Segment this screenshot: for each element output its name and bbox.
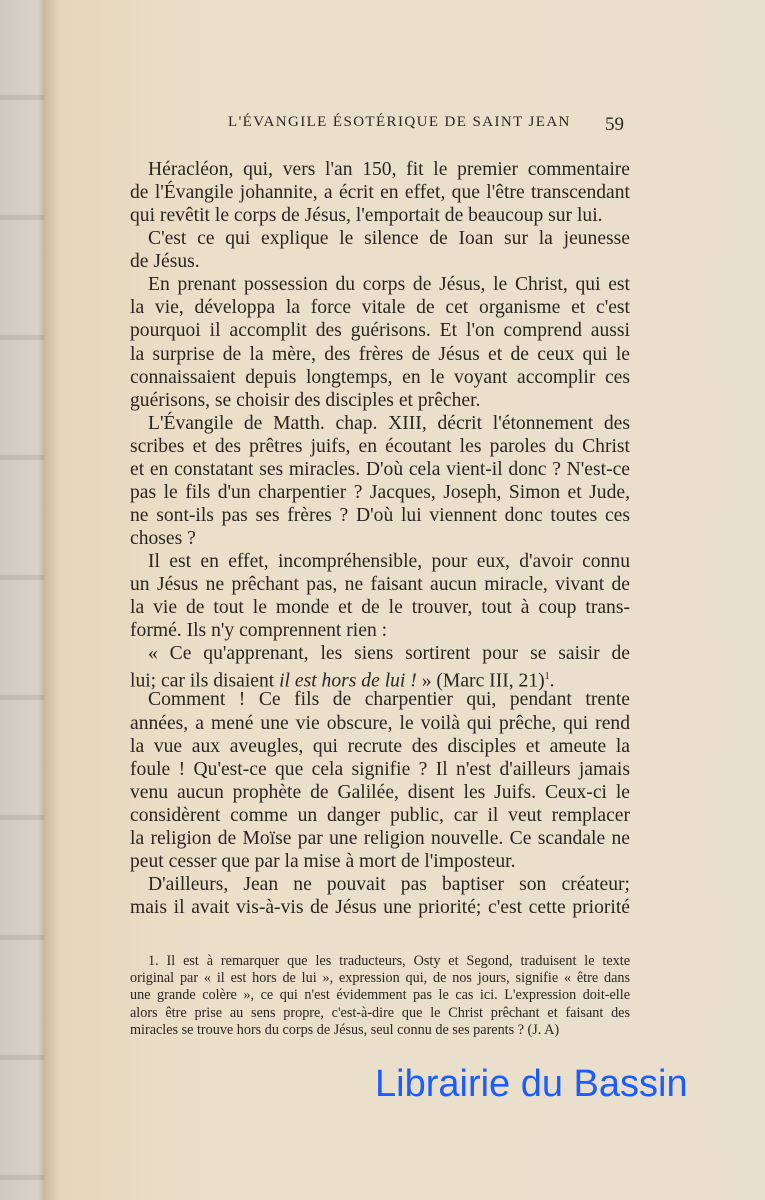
text-line: [130, 158, 630, 181]
text-line: [130, 412, 630, 435]
text-line: [130, 504, 630, 527]
text-segment: qui revêtit le corps de Jésus, l'emportait de beaucoup sur lui.: [130, 205, 603, 227]
text-segment: D'ailleurs, Jean ne pouvait pas baptiser son créateur;: [148, 873, 630, 895]
body-text: [130, 158, 630, 919]
text-line: [130, 896, 630, 919]
text-segment: pas le fils d'un charpentier ? Jacques, Joseph, Simon et Jude,: [130, 481, 630, 503]
text-segment: de l'Évangile johannite, a écrit en effet, que l'être transcendant: [130, 182, 630, 204]
text-segment: lui; car ils disaient: [130, 670, 280, 692]
text-line: [130, 296, 630, 319]
text-segment: la vue aux aveugles, qui recrute des disciples et ameute la: [130, 735, 630, 757]
page-number: 59: [605, 114, 624, 135]
text-line: [130, 1022, 630, 1039]
footnote: [130, 953, 630, 1039]
text-segment: » (Marc III, 21): [416, 670, 545, 692]
text-line: [130, 319, 630, 342]
text-line: [130, 1005, 630, 1022]
text-line: [130, 873, 630, 896]
text-line: [130, 527, 630, 550]
text-segment: il est hors de lui !: [279, 670, 417, 692]
text-segment: miracles se trouve hors du corps de Jésus, seul connu de ses parents ? (J. A): [130, 1021, 560, 1038]
text-segment: peut cesser que par la mise à mort de l'imposteur.: [130, 850, 516, 872]
text-segment: original par « il est hors de lui », expression qui, de nos jours, signifie « être dans: [130, 970, 630, 987]
text-line: [130, 181, 630, 204]
text-segment: connaissaient depuis longtemps, en le voyant accomplir ces: [130, 366, 630, 388]
text-segment: mais il avait vis-à-vis de Jésus une priorité; c'est cette priorité: [130, 897, 630, 918]
text-segment: pourquoi il accomplit des guérisons. Et l'on comprend aussi: [130, 320, 630, 342]
watermark: Librairie du Bassin: [375, 1063, 688, 1105]
text-segment: la religion de Moïse par une religion nouvelle. Ce scandale ne: [130, 827, 630, 849]
text-segment: venu aucun prophète de Galilée, disent les Juifs. Ceux-ci le: [130, 781, 630, 803]
text-segment: de Jésus.: [130, 251, 200, 273]
text-segment: « Ce qu'apprenant, les siens sortirent pour se saisir de: [148, 643, 630, 665]
text-segment: Il est en effet, incompréhensible, pour eux, d'avoir connu: [148, 551, 630, 573]
text-line: [130, 204, 630, 227]
text-segment: 1. Il est à remarquer que les traducteurs, Osty et Segond, traduisent le texte: [148, 953, 630, 969]
text-segment: C'est ce qui explique le silence de Ioan sur la jeunesse: [148, 228, 630, 250]
text-segment: foule ! Qu'est-ce que cela signifie ? Il n'est d'ailleurs jamais: [130, 758, 630, 780]
text-segment: 1: [544, 671, 550, 683]
text-line: [130, 250, 630, 273]
text-segment: L'Évangile de Matth. chap. XIII, décrit l'étonnement des: [148, 412, 630, 434]
text-line: [130, 970, 630, 987]
text-line: [130, 366, 630, 389]
text-segment: scribes et des prêtres juifs, en écoutant les paroles du Christ: [130, 435, 630, 457]
text-line: [130, 827, 630, 850]
text-segment: formé. Ils n'y comprennent rien :: [130, 620, 388, 642]
text-line: [130, 273, 630, 296]
text-line: [130, 619, 630, 642]
text-line: [130, 227, 630, 250]
text-segment: la vie de tout le monde et de le trouver, tout à coup trans-: [130, 597, 630, 619]
running-header: L'ÉVANGILE ÉSOTÉRIQUE DE SAINT JEAN: [228, 114, 571, 130]
text-segment: considèrent comme un danger public, car il veut remplacer: [130, 804, 630, 826]
text-line: [130, 573, 630, 596]
text-line: [130, 712, 630, 735]
text-segment: .: [549, 670, 555, 692]
text-line: [130, 735, 630, 758]
text-segment: Héracléon, qui, vers l'an 150, fit le premier commentaire: [148, 159, 630, 180]
text-line: [130, 850, 630, 873]
text-line: [130, 987, 630, 1004]
text-line: [130, 550, 630, 573]
text-segment: Comment ! Ce fils de charpentier qui, pendant trente: [148, 689, 630, 711]
text-segment: choses ?: [130, 528, 196, 549]
text-line: [130, 758, 630, 781]
text-line: [130, 688, 630, 711]
text-segment: la vie, développa la force vitale de cet organisme et c'est: [130, 297, 630, 319]
text-segment: alors être prise au sens propre, c'est-à-dire que le Christ prêchant et faisant des: [130, 1004, 630, 1021]
text-segment: En prenant possession du corps de Jésus, le Christ, qui est: [148, 274, 630, 296]
text-line: [130, 343, 630, 366]
text-segment: guérisons, se choisir des disciples et prêcher.: [130, 389, 481, 411]
text-line: [130, 596, 630, 619]
text-segment: un Jésus ne prêchant pas, ne faisant aucun miracle, vivant de: [130, 574, 630, 596]
text-segment: une grande colère », ce qui n'est évidemment pas le cas ici. L'expression doit-elle: [130, 987, 630, 1004]
text-segment: et en constatant ses miracles. D'où cela vient-il donc ? N'est-ce: [130, 458, 630, 480]
text-line: [130, 665, 630, 692]
text-line: [130, 435, 630, 458]
text-line: [130, 953, 630, 970]
text-segment: la surprise de la mère, des frères de Jésus et de ceux qui le: [130, 343, 630, 365]
text-line: [130, 389, 630, 412]
text-segment: ne sont-ils pas ses frères ? D'où lui viennent donc toutes ces: [130, 504, 630, 526]
text-line: [130, 804, 630, 827]
text-line: [130, 781, 630, 804]
text-line: [130, 481, 630, 504]
text-line: [130, 458, 630, 481]
facing-page-edge: [0, 0, 44, 1200]
text-line: [130, 642, 630, 665]
text-segment: années, a mené une vie obscure, le voilà qui prêche, qui rend: [130, 712, 630, 734]
